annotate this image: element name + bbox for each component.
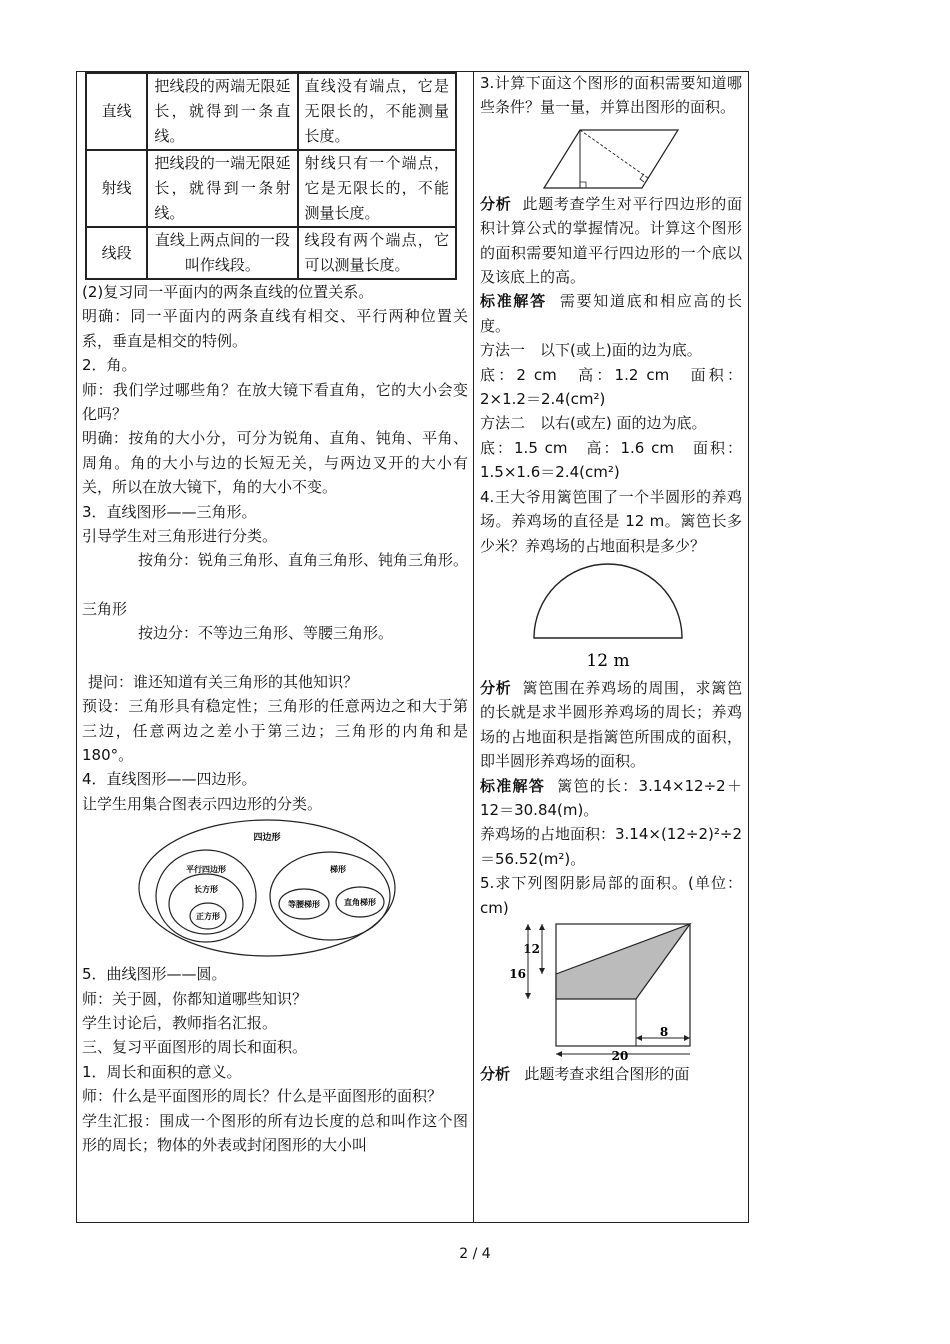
quadrilateral-venn-diagram <box>82 816 468 962</box>
arrow-head <box>525 924 531 930</box>
semicircle-figure <box>480 558 742 676</box>
column-divider <box>473 71 474 1223</box>
label-12: 12 <box>523 941 540 956</box>
shaded-region <box>556 924 690 999</box>
analysis-label: 分析 <box>480 194 512 213</box>
arrow-head <box>556 1051 562 1057</box>
semicircle-shape <box>534 564 682 638</box>
arrow-head <box>636 1035 642 1041</box>
question-3: 3.计算下面这个图形的面积需要知道哪些条件？量一量，并算出图形的面积。 <box>480 74 742 117</box>
shaded-area-figure <box>480 920 742 1062</box>
solution-text: 篱笆的长：3.14×12÷2＋12＝30.84(m)。 <box>480 776 742 819</box>
paragraph: 学生汇报：围成一个图形的所有边长度的总和叫作这个图形的周长；物体的外表或封闭图形的大小叫 <box>82 1111 468 1154</box>
venn-parallelogram <box>156 850 256 942</box>
right-angle-mark <box>640 174 644 182</box>
method-1: 方法一 以下(或上)面的边为底。 <box>480 341 702 360</box>
venn-label-quadrilateral: 四边形 <box>253 833 281 844</box>
solution-4 <box>480 774 742 823</box>
row-property: 线段有两个端点，它可以测量长度。 <box>298 227 456 279</box>
section-heading: 5．曲线图形——圆。 <box>82 965 227 984</box>
analysis-text: 此题考查学生对平行四边形的面积计算公式的掌握情况。计算这个图形的面积需要知道平行四边形的一个底以及该底上的高。 <box>480 194 742 287</box>
venn-rectangle <box>169 874 243 934</box>
arrow-head <box>525 993 531 999</box>
question-4: 4.王大爷用篱笆围了一个半圆形的养鸡场。养鸡场的直径是 12 m。篱笆长多少米？养鸡场的占地面积是多少？ <box>480 487 742 555</box>
section-heading: 1．周长和面积的意义。 <box>82 1062 242 1081</box>
page-number: 2 / 4 <box>459 1246 491 1262</box>
analysis-4 <box>480 676 742 774</box>
venn-label-right-trapezoid: 直角梯形 <box>344 898 376 908</box>
paragraph: 让学生用集合图表示四边形的分类。 <box>82 794 323 813</box>
method-2-answer: 底：1.5 cm 高：1.6 cm 面积：1.5×1.6＝2.4(cm²) <box>480 438 742 482</box>
venn-label-isosceles: 等腰梯形 <box>288 900 320 910</box>
parallelogram-figure <box>480 120 742 192</box>
analysis-text: 此题考查求组合图形的面 <box>524 1064 690 1083</box>
analysis-label: 分析 <box>480 678 512 697</box>
paragraph: (2)复习同一平面内的两条直线的位置关系。 <box>82 283 374 301</box>
solution-4-area: 养鸡场的占地面积：3.14×(12÷2)²÷2＝56.52(m²)。 <box>480 825 742 868</box>
row-definition: 把线段的两端无限延长，就得到一条直线。 <box>147 73 297 150</box>
right-angle-mark <box>580 182 586 188</box>
paragraph: 预设：三角形具有稳定性；三角形的任意两边之和大于第三边，任意两边之差小于第三边；三角形的内角和是 180°。 <box>82 697 468 764</box>
dashed-height-line <box>580 130 648 178</box>
label-20: 20 <box>611 1048 629 1062</box>
analysis-label: 分析 <box>480 1064 511 1083</box>
label-16: 16 <box>509 966 526 981</box>
paragraph: 引导学生对三角形进行分类。 <box>82 527 278 546</box>
paragraph: 三角形 <box>82 599 128 618</box>
arrow-head <box>684 1035 690 1041</box>
method-1-answer: 底：2 cm 高：1.2 cm 面积：2×1.2＝2.4(cm²) <box>480 365 742 409</box>
table-row <box>86 227 456 279</box>
table-row <box>86 73 456 150</box>
paragraph: 师：我们学过哪些角？在放大镜下看直角，它的大小会变化吗？ <box>82 380 468 424</box>
parallelogram-shape <box>544 130 678 188</box>
solution-3 <box>480 289 742 338</box>
venn-label-rectangle: 长方形 <box>194 885 218 895</box>
venn-label-parallelogram: 平行四边形 <box>186 865 226 875</box>
analysis-text: 篱笆围在养鸡场的周围，求篱笆的长就是求半圆形养鸡场的周长；养鸡场的占地面积是指篱笆所围成的面积，即半圆形养鸡场的面积。 <box>480 678 742 771</box>
right-column <box>480 71 742 1086</box>
analysis-5 <box>480 1062 742 1086</box>
arrow-head <box>539 924 545 930</box>
paragraph: 明确：按角的大小分，可分为锐角、直角、钝角、平角、周角。角的大小与边的长短无关，与两边叉开的大小有关，所以在放大镜下，角的大小不变。 <box>82 429 468 497</box>
row-name: 线段 <box>86 227 147 279</box>
venn-label-square: 正方形 <box>196 912 220 922</box>
paragraph: 按边分：不等边三角形、等腰三角形。 <box>138 624 394 643</box>
diameter-label: 12 m <box>586 650 630 671</box>
left-column <box>82 71 468 1157</box>
paragraph: 提问：谁还知道有关三角形的其他知识？ <box>88 672 359 691</box>
section-heading: 三、复习平面图形的周长和面积。 <box>82 1038 308 1057</box>
row-definition: 把线段的一端无限延长，就得到一条射线。 <box>147 150 297 227</box>
section-heading: 3．直线图形——三角形。 <box>82 502 257 521</box>
line-types-table <box>85 72 457 280</box>
method-2: 方法二 以右(或左) 面的边为底。 <box>480 414 707 433</box>
row-property: 射线只有一个端点，它是无限长的，不能测量长度。 <box>298 150 456 227</box>
label-8: 8 <box>659 1024 669 1039</box>
solution-text: 需要知道底和相应高的长度。 <box>480 292 742 335</box>
paragraph: 师：关于圆，你都知道哪些知识？ <box>82 989 308 1008</box>
venn-label-trapezoid: 梯形 <box>330 865 346 875</box>
paragraph: 师：什么是平面图形的周长？什么是平面图形的面积？ <box>82 1087 443 1106</box>
arrow-head <box>539 968 545 974</box>
row-definition: 直线上两点间的一段叫作线段。 <box>147 227 297 279</box>
analysis-3 <box>480 192 742 290</box>
row-property: 直线没有端点，它是无限长的，不能测量长度。 <box>298 73 456 150</box>
section-heading: 4．直线图形——四边形。 <box>82 770 257 789</box>
question-5: 5.求下列图阴影局部的面积。(单位：cm) <box>480 874 742 917</box>
paragraph: 按角分：锐角三角形、直角三角形、钝角三角形。 <box>138 551 469 570</box>
row-name: 直线 <box>86 73 147 150</box>
row-name: 射线 <box>86 150 147 227</box>
paragraph: 明确：同一平面内的两条直线有相交、平行两种位置关系，垂直是相交的特例。 <box>82 307 468 350</box>
table-row <box>86 150 456 227</box>
paragraph: 学生讨论后，教师指名汇报。 <box>82 1013 278 1032</box>
solution-label: 标准解答 <box>480 776 546 795</box>
section-heading: 2．角。 <box>82 356 137 375</box>
solution-label: 标准解答 <box>480 292 547 311</box>
